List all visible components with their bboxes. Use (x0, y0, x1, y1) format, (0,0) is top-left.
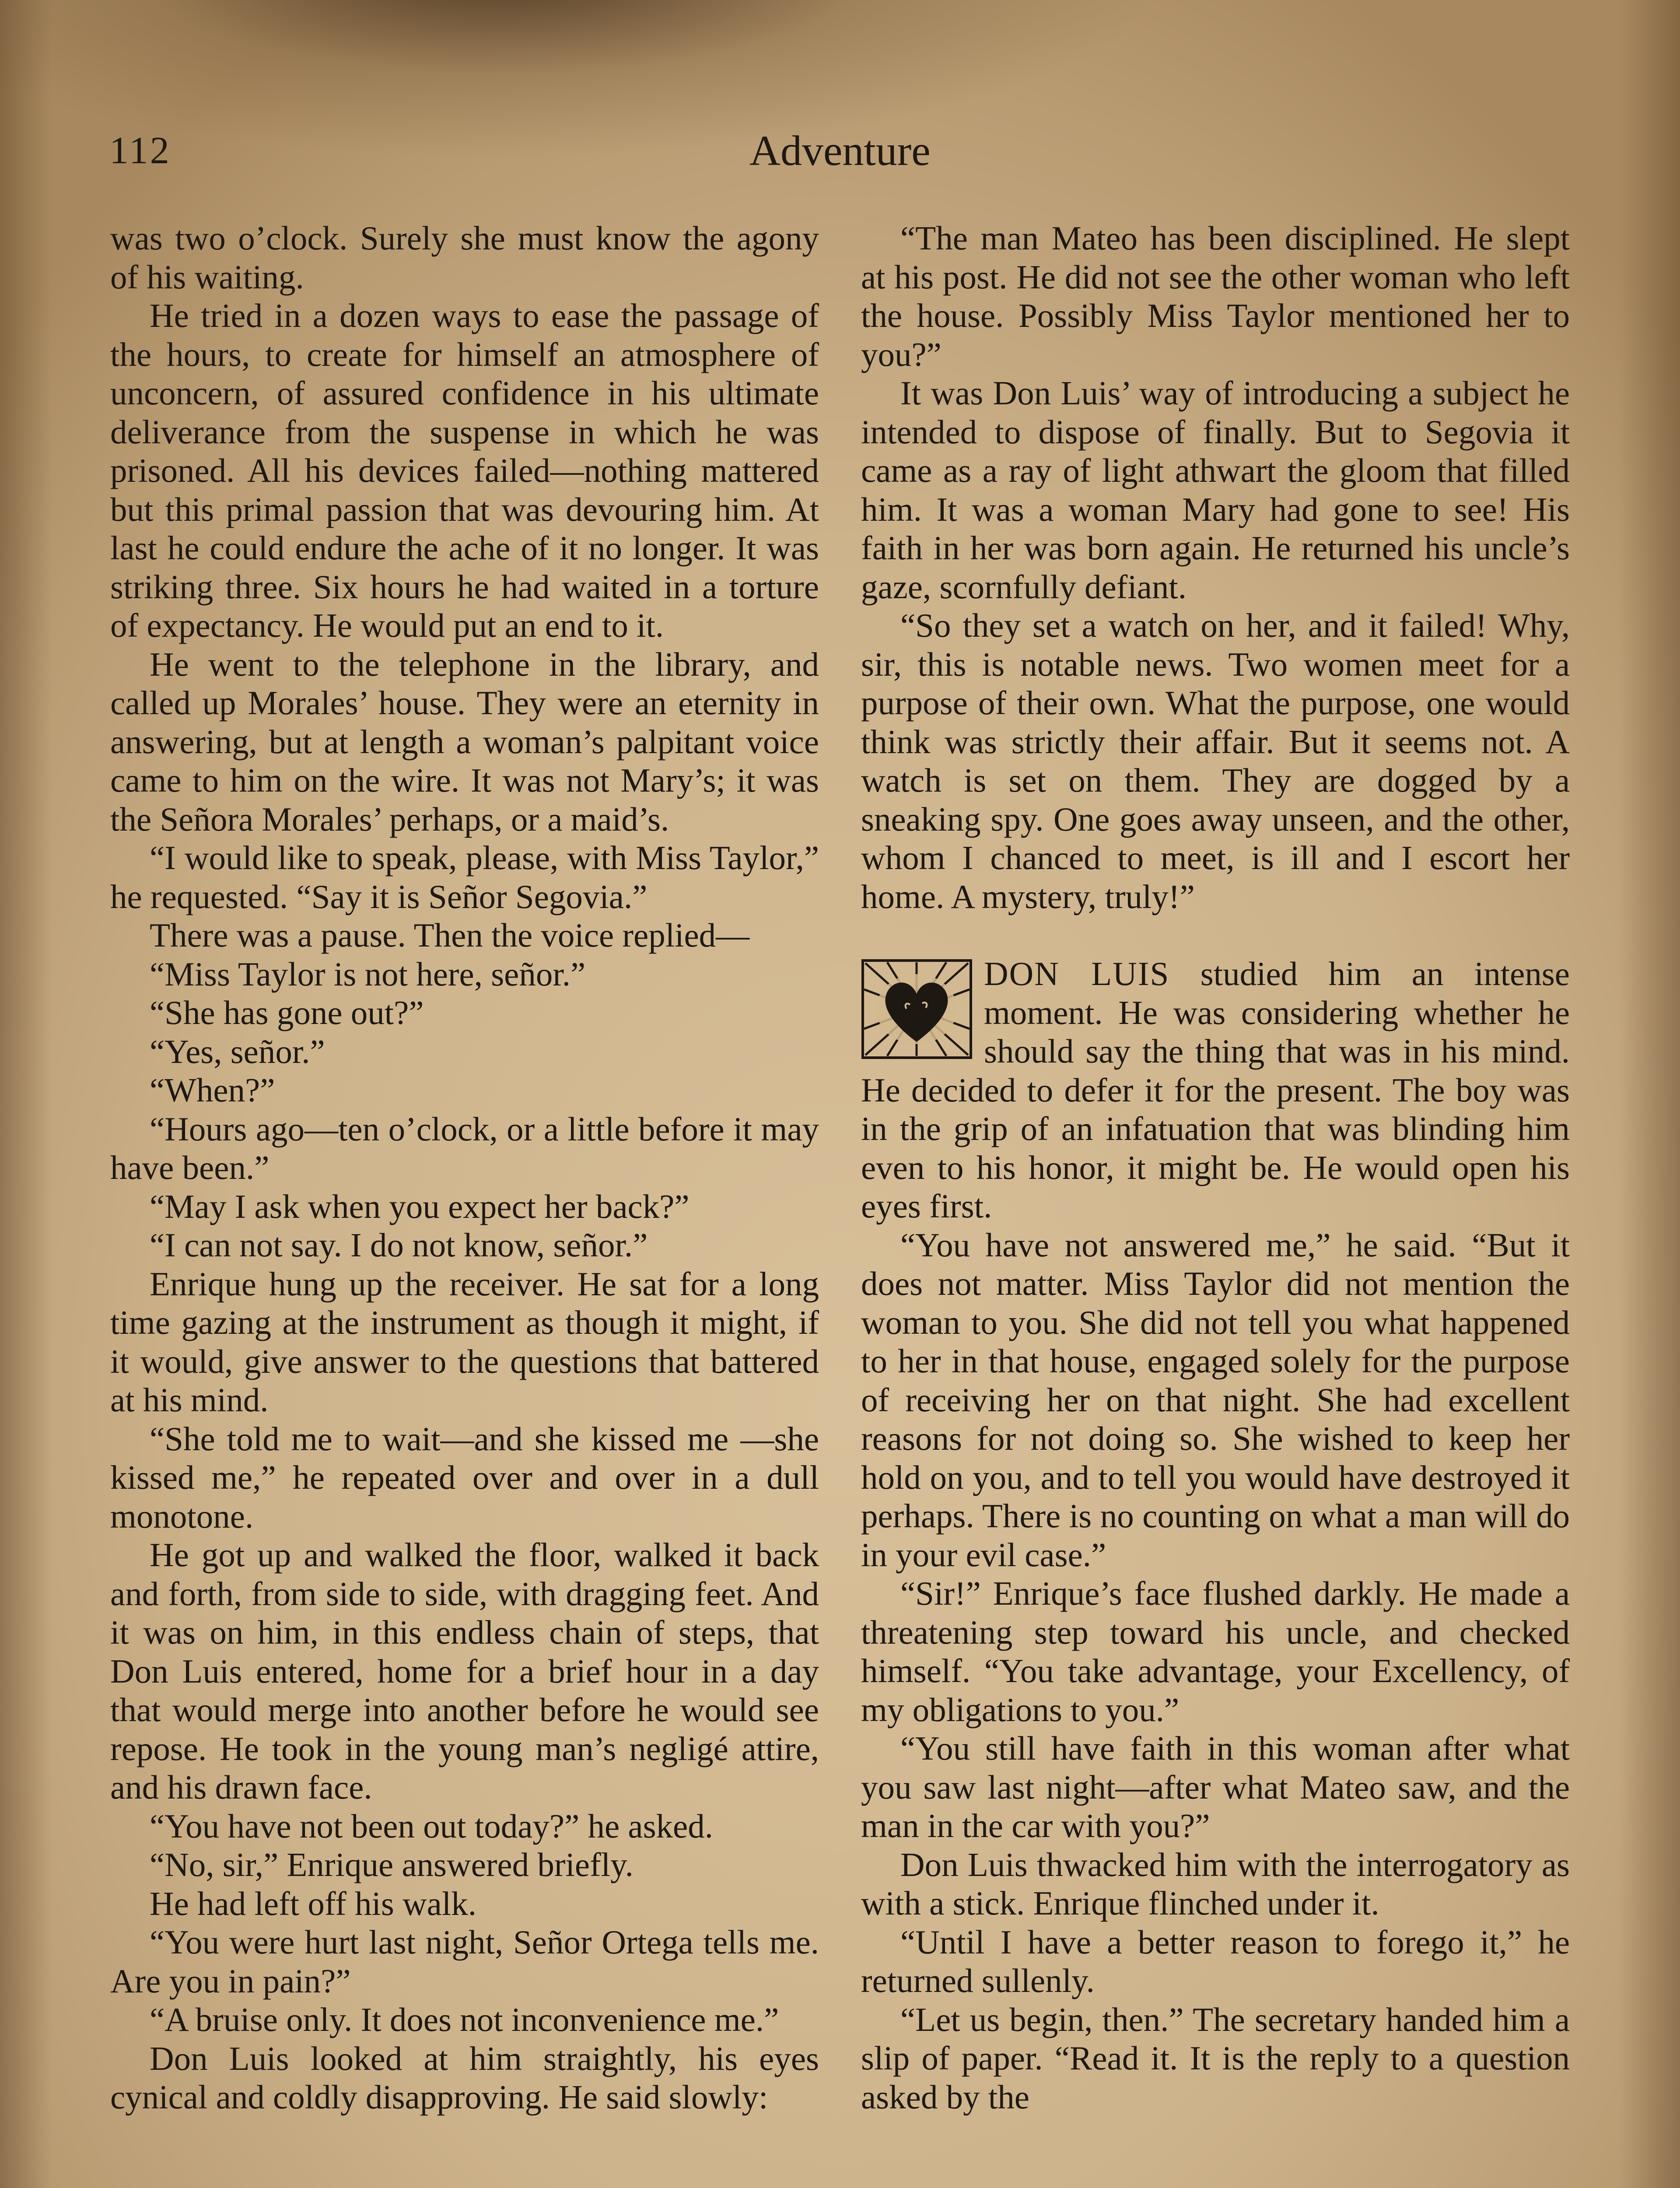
paragraph: He went to the telephone in the library, and called up Morales’ house. They were an eternity in answering, but at length a woman’s palpitant voice came to him on the wire. It was not Mary’s; it was the Señora Morales’ perhaps, or a maid’s. (110, 645, 819, 838)
section-opening-text: studied him an intense moment. He was considering whether he should say the thing that was in his mind. He decided to defer it for the present. The boy was in the grip of an infatuation that was blinding him even to his honor, it might be. He would open his eyes first. (861, 955, 1570, 1225)
paragraph: “Yes, señor.” (150, 1032, 325, 1070)
paragraph: “She told me to wait—and she kissed me —she kissed me,” he repeated over and over in a dull monotone. (110, 1420, 819, 1535)
paragraph: was two o’clock. Surely she must know the agony of his waiting. (110, 219, 819, 296)
paragraph: “Hours ago—ten o’clock, or a little before it may have been.” (110, 1110, 819, 1186)
paragraph: “Until I have a better reason to forego it,” he returned sullenly. (861, 1923, 1570, 1999)
paragraph: “May I ask when you expect her back?” (150, 1187, 690, 1225)
paragraph: Enrique hung up the receiver. He sat for a long time gazing at the instrument as though it might, if it would, give answer to the questions that battered at his mind. (110, 1265, 819, 1419)
running-title: Adventure (749, 127, 931, 175)
page-header (109, 118, 1571, 184)
paragraph: “I would like to speak, please, with Miss Taylor,” he requested. “Say it is Señor Segovia.” (110, 839, 819, 915)
paragraph: “I can not say. I do not know, señor.” (150, 1226, 648, 1264)
paragraph: He tried in a dozen ways to ease the passage of the hours, to create for himself an atmosphere of unconcern, of assured confidence in his ultimate deliverance from the suspense in which he was prisoned. All his devices failed—nothing mattered but this primal passion that was devouring him. At last he could endure the ache of it no longer. It was striking three. Six hours he had waited in a torture of expectancy. He would put an end to it. (110, 297, 819, 644)
paragraph: “You still have faith in this woman after what you saw last night—after what Mateo saw, and the man in the car with you?” (861, 1729, 1570, 1844)
paragraph: “No, sir,” Enrique answered briefly. (150, 1846, 634, 1883)
paragraph: “You have not been out today?” he asked. (150, 1807, 713, 1845)
paragraph: “When?” (150, 1071, 275, 1109)
paper-edge-shadow-left (0, 0, 52, 2188)
paragraph: Don Luis looked at him straightly, his eyes cynical and coldly disapproving. He said slowly: (110, 2039, 819, 2116)
right-column (861, 219, 1570, 2116)
paragraph: “Let us begin, then.” The secretary handed him a slip of paper. “Read it. It is the reply to a question asked by the (861, 2000, 1570, 2116)
paragraph: There was a pause. Then the voice replied— (150, 916, 750, 954)
page-number: 112 (109, 130, 171, 172)
paragraph: “You were hurt last night, Señor Ortega tells me. Are you in pain?” (110, 1923, 819, 2000)
paragraph: He had left off his walk. (150, 1884, 476, 1922)
paragraph: “So they set a watch on her, and it failed! Why, sir, this is notable news. Two women meet for a purpose of their own. What the purpose, one would think was strictly their affair. But it seems not. A watch is set on them. They are dogged by a sneaking spy. One goes away unseen, and the other, whom I chanced to meet, is ill and I escort her home. A mystery, truly!” (861, 607, 1570, 915)
section-lead-words: DON LUIS (984, 955, 1170, 992)
paragraph: He got up and walked the floor, walked it back and forth, from side to side, with dragging feet. And it was on him, in this endless chain of steps, that Don Luis entered, home for a brief hour in a day that would merge into another before he would see repose. He took in the young man’s negligé attire, and his drawn face. (110, 1536, 819, 1806)
paragraph: “You have not answered me,” he said. “But it does not matter. Miss Taylor did not mention the woman to you. She did not tell you what happened to her in that house, engaged solely for the purpose of receiving her on that night. She had excellent reasons for not doing so. She wished to keep her hold on you, and to tell you would have destroyed it perhaps. There is no counting on what a man will do in your evil case.” (861, 1226, 1570, 1574)
paragraph: “A bruise only. It does not inconvenience me.” (150, 2001, 779, 2038)
paragraph: “She has gone out?” (150, 994, 424, 1031)
paragraph: It was Don Luis’ way of introducing a subject he intended to dispose of finally. But to Segovia it came as a ray of light athwart the gloom that filled him. It was a woman Mary had gone to see! His faith in her was born again. He returned his uncle’s gaze, scornfully defiant. (861, 374, 1570, 606)
left-column (110, 219, 819, 2117)
heart-ornament-icon (861, 959, 973, 1059)
paragraph: “The man Mateo has been disciplined. He slept at his post. He did not see the other woman who left the house. Possibly Miss Taylor mentioned her to you?” (861, 219, 1570, 373)
paragraph: Don Luis thwacked him with the interrogatory as with a stick. Enrique flinched under it. (861, 1845, 1570, 1922)
paper-edge-shadow-right (1619, 0, 1680, 2188)
paragraph: “Sir!” Enrique’s face flushed darkly. He made a threatening step toward his uncle, and checked himself. “You take advantage, your Excellency, of my obligations to you.” (861, 1574, 1570, 1729)
paragraph: “Miss Taylor is not here, señor.” (150, 955, 586, 993)
section-opening-paragraph (861, 954, 1570, 1226)
